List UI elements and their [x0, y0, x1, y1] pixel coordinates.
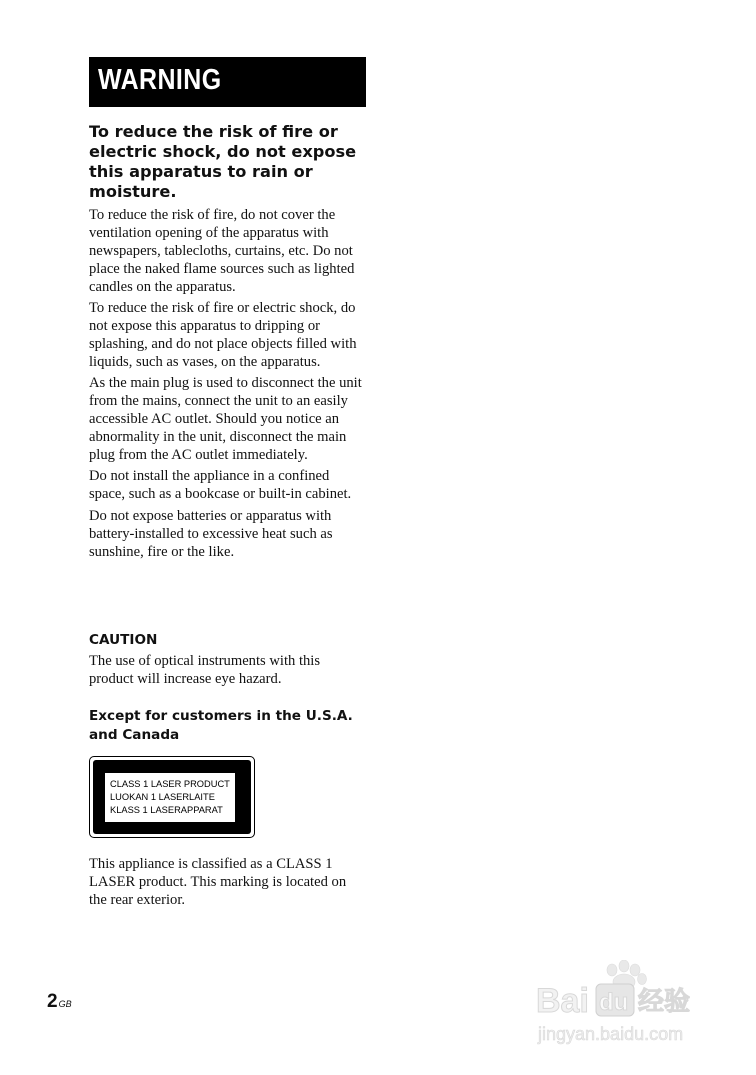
laser-product-label	[89, 756, 255, 838]
laser-classification-text: This appliance is classified as a CLASS 1 LASER product. This marking is located on the rear exterior.	[89, 856, 347, 908]
watermark-url: jingyan.baidu.com	[538, 1024, 684, 1044]
watermark-du: du	[599, 989, 629, 1016]
warning-title: WARNING	[98, 64, 222, 96]
except-heading: Except for customers in the U.S.A. and Canada	[89, 708, 353, 743]
watermark-bai: Bai	[536, 982, 589, 1020]
page-number-value: 2	[47, 991, 58, 1012]
paragraph-main-plug: As the main plug is used to disconnect the unit from the mains, connect the unit to an easily accessible AC outlet. Should you notice an abnormality in the unit, disconnect the main plug from the AC outlet immediately.	[89, 375, 362, 463]
warning-body	[89, 207, 364, 565]
caution-heading: CAUTION	[89, 632, 158, 648]
watermark-jingyan-cn: 经验	[638, 987, 691, 1017]
page-number-suffix: GB	[58, 999, 72, 1009]
caution-text: The use of optical instruments with this product will increase eye hazard.	[89, 653, 321, 687]
paragraph-dripping: To reduce the risk of fire or electric shock, do not expose this apparatus to dripping or splashing, and do not place objects filled with liquids, such as vases, on the apparatus.	[89, 300, 357, 370]
paragraph-ventilation: To reduce the risk of fire, do not cover the ventilation opening of the apparatus with newspapers, tablecloths, curtains, etc. Do not place the naked flame sources such as lighted candles on the apparatus.	[89, 207, 355, 295]
baidu-watermark-logo	[534, 960, 714, 1050]
warning-banner	[89, 57, 366, 107]
label-line-swedish: KLASS 1 LASERAPPARAT	[110, 805, 223, 815]
main-heading: To reduce the risk of fire or electric shock, do not expose this apparatus to rain or moisture.	[89, 122, 357, 201]
label-line-finnish: LUOKAN 1 LASERLAITE	[110, 792, 215, 802]
label-line-english: CLASS 1 LASER PRODUCT	[110, 779, 230, 789]
paragraph-batteries: Do not expose batteries or apparatus with battery-installed to excessive heat such as sunshine, fire or the like.	[89, 507, 333, 560]
label-text-area	[105, 773, 235, 822]
page-number	[47, 991, 72, 1013]
paragraph-confined-space: Do not install the appliance in a confined space, such as a bookcase or built-in cabinet.	[89, 468, 352, 503]
